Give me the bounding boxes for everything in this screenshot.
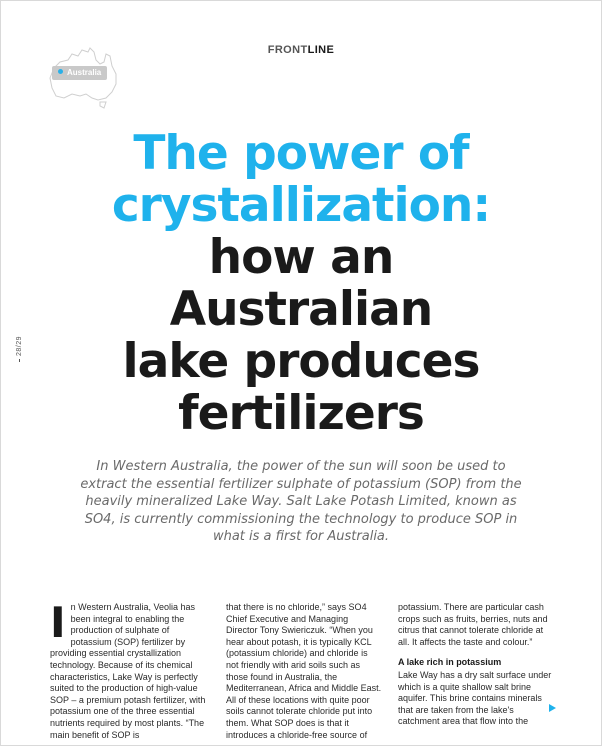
- body-paragraph: Lake Way has a dry salt surface under which is a quite shallow salt brine aquifer. This brine contains minerals that are taken from the lake's catchment area that flow into the: [398, 669, 552, 727]
- body-column-3: [398, 602, 554, 728]
- body-paragraph: n Western Australia, Veolia has been integral to enabling the production of sulphate of potassium (SOP) fertilizer by providing essential crystallization technology. Because of its chemical characteristics, Lake Way is perfectly suited to the production of high-value SOP – a premium potash fertilizer, with potassium one of the three essential nutrients required by most plants. “The main benefit of SOP is: [50, 602, 206, 740]
- body-paragraph: potassium. There are particular cash crops such as fruits, berries, nuts and citrus that cannot tolerate chloride at all. It affects the taste and colour.”: [398, 602, 548, 647]
- title-line-3: how an: [208, 230, 394, 285]
- title-line-4: Australian: [169, 282, 433, 337]
- continue-arrow-icon: [549, 704, 556, 712]
- title-line-1: The power of: [133, 126, 469, 181]
- location-dot-icon: [58, 69, 63, 74]
- article-lede: In Western Australia, the power of the sun will soon be used to extract the essential fertilizer sulphate of potassium (SOP) from the heavily mineralized Lake Way. Salt Lake Potash Limited, known as SO4, is currently commissioning the technology to produce SOP in what is a first for Australia.: [80, 459, 522, 544]
- title-line-6: fertilizers: [178, 386, 424, 441]
- region-badge: [52, 66, 107, 80]
- body-column-2: [226, 602, 382, 741]
- title-line-2: crystallization:: [111, 178, 491, 233]
- title-line-5: lake produces: [122, 334, 480, 389]
- body-paragraph: that there is no chloride,” says SO4 Chief Executive and Managing Director Tony Swiericzuk. “When you hear about potash, it is typically KCL (potassium chloride) and chloride is not friendly with arid soils such as those found in Australia, the Mediterranean, Africa and Middle East. All of these locations with quite poor soils cannot tolerate chloride put into them. What SOP does is that it introduces a chloride-free source of: [226, 602, 382, 740]
- section-header-front: FRONT: [267, 44, 308, 56]
- drop-cap: I: [50, 598, 66, 647]
- section-header-line: LINE: [307, 44, 335, 56]
- body-column-1: [50, 598, 206, 741]
- article-title: [0, 128, 602, 440]
- subheading: A lake rich in potassium: [398, 657, 502, 668]
- region-label: Australia: [67, 68, 102, 77]
- page-numbers: 28/29: [16, 335, 23, 356]
